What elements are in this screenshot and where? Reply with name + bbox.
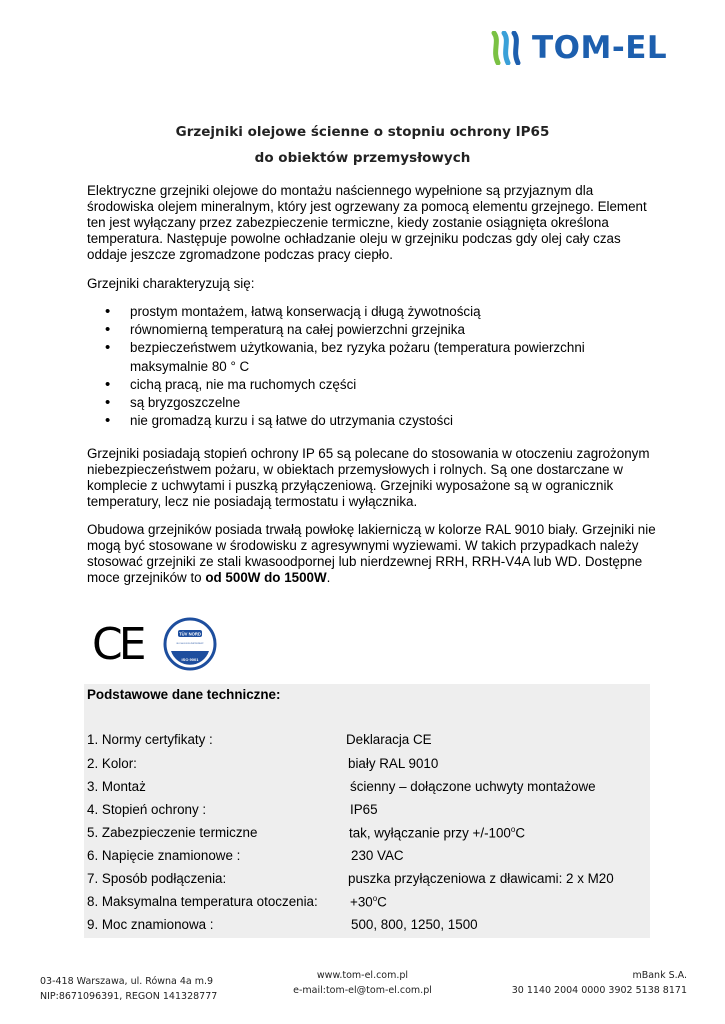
footer-nip: NIP:8671096391, REGON 141328777 [40, 991, 218, 1002]
footer-bank: mBank S.A. [632, 970, 687, 981]
table-row [87, 802, 647, 820]
footer-bank-block [512, 968, 687, 998]
list-item: • cichą pracą, nie ma ruchomych części [87, 376, 647, 394]
row-label: 6. Napięcie znamionowe : [87, 848, 241, 863]
row-value: ścienny – dołączone uchwyty montażowe [350, 779, 596, 794]
row-label: 5. Zabezpieczenie termiczne [87, 825, 258, 840]
footer-email-link[interactable]: e-mail:tom-el@tom-el.com.pl [293, 985, 432, 996]
footer-account: 30 1140 2004 0000 3902 5138 8171 [511, 985, 687, 996]
table-row [87, 917, 647, 935]
tuv-mid-label: ISO 9001:2015 ZERTIFIZIERT [175, 643, 204, 645]
technical-data-box [84, 684, 650, 938]
table-row [87, 894, 647, 912]
features-list [87, 303, 647, 430]
list-item: • bezpieczeństwem użytkowania, bez ryzyka pożaru (temperatura powierzchni maksymalnie 80 ° C [87, 339, 647, 375]
protection-paragraph: Grzejniki posiadają stopień ochrony IP 65 są polecane do stosowania w otoczeniu zagrożonym niebezpieczeństwem pożaru, w obiektach przemysłowych i rolnych. Są one dostarczane w komplecie z uchwytami i puszką przyłączeniową. Grzejniki wyposażone są w ogranicznik temperatury, lecz nie posiadają termostatu i wyłącznika. [87, 446, 650, 509]
intro-paragraph: Elektryczne grzejniki olejowe do montażu naściennego wypełnione są przyjaznym dla środowiska olejem mineralnym, który jest ogrzewany za pomocą elementu grzejnego. Element ten jest wyłączany przez zabezpieczenie termiczne, kiedy zostanie osiągnięta określona temperatura. Następuje powolne ochładzanie oleju w grzejniku podczas gdy olej cały czas oddaje jeszcze zgromadzone podczas pracy ciepło. [87, 183, 647, 262]
row-label: 2. Kolor: [87, 756, 137, 771]
row-value: tak, wyłączanie przy $+/-100^oC$ [349, 825, 526, 841]
tech-heading: Podstawowe dane techniczne: [87, 687, 281, 702]
table-row [87, 871, 647, 889]
table-row [87, 825, 647, 843]
table-row [87, 848, 647, 866]
row-label: 1. Normy certyfikaty : [87, 732, 213, 747]
logo-text: TOM-EL [532, 30, 668, 66]
ce-mark-icon: CE [92, 618, 143, 670]
row-label: 7. Sposób podłączenia: [87, 871, 227, 886]
row-label: 3. Montaż [87, 779, 146, 794]
row-value: 500, 800, 1250, 1500 [351, 917, 478, 932]
document-title-line1: Grzejniki olejowe ścienne o stopniu ochrony IP65 [175, 124, 550, 140]
table-row [87, 732, 647, 750]
housing-paragraph [87, 522, 657, 586]
list-item: • równomierną temperaturą na całej powierzchni grzejnika [87, 321, 647, 339]
table-row [87, 779, 647, 797]
tuv-top-label: TÜV NORD [178, 631, 201, 637]
row-value: puszka przyłączeniowa z dławicami: 2 x M20 [348, 871, 614, 886]
company-logo [490, 28, 690, 68]
features-intro: Grzejniki charakteryzują się: [87, 276, 255, 291]
list-item: • są bryzgoszczelne [87, 394, 647, 412]
row-value: biały RAL 9010 [348, 756, 439, 771]
footer-web-link[interactable]: www.tom-el.com.pl [316, 970, 409, 981]
row-value: $+30^oC$ [350, 894, 387, 910]
logo-mark-icon [490, 31, 524, 65]
row-value: 230 VAC [351, 848, 404, 863]
row-value: IP65 [350, 802, 378, 817]
table-row [87, 756, 647, 774]
tuv-nord-seal-icon [163, 617, 217, 671]
housing-end: . [326, 570, 331, 585]
certification-marks [92, 616, 217, 672]
power-range: od 500W do 1500W [205, 570, 327, 585]
list-item: • prostym montażem, łatwą konserwacją i długą żywotnością [87, 303, 647, 321]
housing-text: Obudowa grzejników posiada trwałą powłokę lakierniczą w kolorze RAL 9010 biały. Grzejniki nie mogą być stosowane w środowisku z agresywnymi wyziewami. W takich przypadkach należy stosować grzejniki ze stali kwasoodpornej lub nierdzewnej RRH, RRH-V4A lub WD. Dostępne moce grzejników to [87, 522, 656, 585]
row-value: Deklaracja CE [346, 732, 432, 747]
tuv-bottom-label: ISO 9001 [181, 657, 198, 662]
row-label: 9. Moc znamionowa : [87, 917, 214, 932]
row-label: 4. Stopień ochrony : [87, 802, 207, 817]
document-title-line2: do obiektów przemysłowych [254, 150, 471, 166]
footer-address: 03-418 Warszawa, ul. Równa 4a m.9 [40, 976, 214, 987]
row-label: 8. Maksymalna temperatura otoczenia: [87, 894, 318, 909]
list-item: • nie gromadzą kurzu i są łatwe do utrzymania czystości [87, 412, 647, 430]
